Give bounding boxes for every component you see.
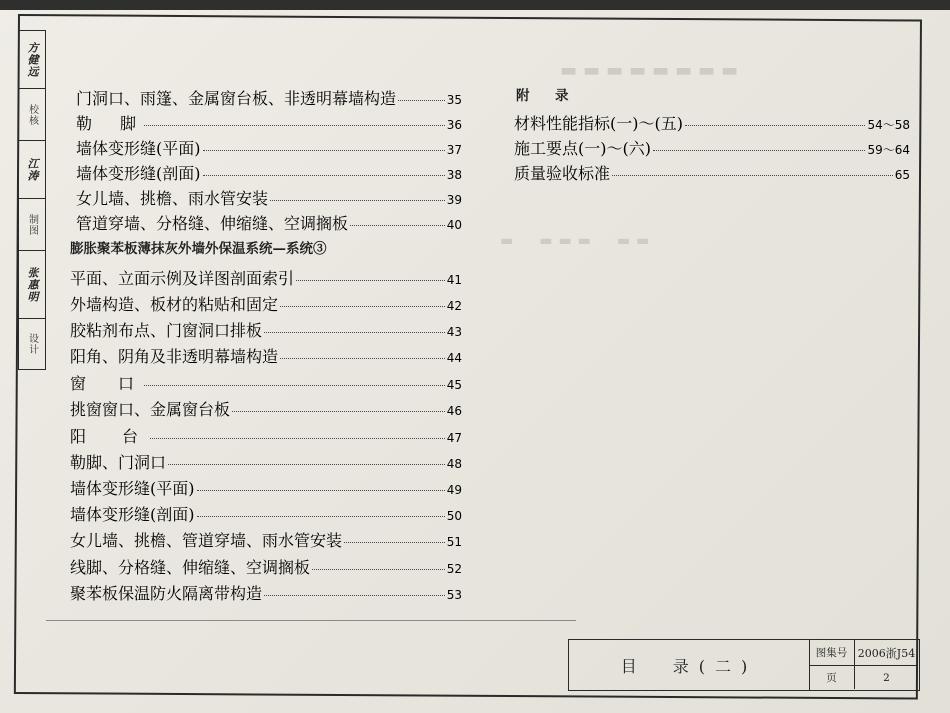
sidebar-cell [19,199,45,251]
page-label: 页 [809,666,855,689]
toc-entry-page: 45 [446,378,462,392]
toc-entry [76,161,462,183]
toc-entry-page: 42 [446,299,462,313]
toc-entry [76,186,462,208]
section-heading: 膨胀聚苯板薄抹灰外墙外保温系统—系统③ [70,241,327,257]
leader-dots [150,428,445,439]
toc-entry-page: 37 [446,143,462,157]
toc-entry-title: 挑窗窗口、金属窗台板 [70,400,231,419]
check-label: 校核 [26,103,38,126]
leader-dots [144,115,445,126]
sheet-title: 目 录(二) [569,640,810,690]
leader-dots [653,140,865,151]
drafting-label: 制图 [26,213,38,236]
toc-entry-page: 52 [446,562,462,576]
toc-entry-title: 管道穿墙、分格缝、伸缩缝、空调搁板 [76,214,349,233]
leader-dots [270,190,445,201]
toc-entry [70,450,462,472]
bleed-through-text: ▬ ▬▬▬ ▬▬ [500,233,656,249]
toc-entry-title: 胶粘剂布点、门窗洞口排板 [70,321,263,340]
leader-dots [344,532,445,543]
toc-entry-page: 59～64 [867,143,910,157]
toc-entry-page: 48 [446,457,462,471]
toc-entry [514,136,910,158]
leader-dots [612,165,893,176]
toc-entry [70,292,462,314]
toc-entry-title: 女儿墙、挑檐、管道穿墙、雨水管安装 [70,531,343,550]
toc-entry-page: 49 [446,483,462,497]
toc-entry-page: 65 [894,168,910,182]
toc-entry-title: 墙体变形缝(平面) [76,139,201,158]
toc-entry-title: 线脚、分格缝、伸缩缝、空调搁板 [70,558,311,577]
toc-entry-title: 门洞口、雨篷、金属窗台板、非透明幕墙构造 [76,89,397,108]
leader-dots [203,140,445,151]
toc-entry-title: 阳 台 [70,427,149,446]
atlas-number-value: 2006浙J54 [855,640,918,666]
leader-dots [350,215,445,226]
toc-entry [70,502,462,524]
photo-edge-shadow [0,0,950,10]
toc-entry-title: 材料性能指标(一)～(五) [514,114,683,133]
toc-entry-title: 墙体变形缝(剖面) [70,505,195,524]
toc-entry [76,136,462,158]
toc-entry-page: 44 [446,351,462,365]
title-block [568,639,920,691]
toc-entry-title: 女儿墙、挑檐、雨水管安装 [76,189,269,208]
toc-entry-title: 外墙构造、板材的粘贴和固定 [70,295,279,314]
leader-dots [232,401,445,412]
leader-dots [398,90,445,101]
toc-entry-page: 51 [446,535,462,549]
sidebar-cell [19,89,45,141]
sidebar-cell [19,319,45,369]
toc-entry-page: 38 [446,168,462,182]
leader-dots [144,375,445,386]
leader-dots [280,348,445,359]
toc-entry-page: 54～58 [867,118,910,132]
toc-entry-page: 35 [446,93,462,107]
leader-dots [197,506,445,517]
toc-entry [70,266,462,288]
toc-entry [514,111,910,133]
leader-dots [280,296,445,307]
toc-entry [514,161,910,183]
checker-signature: 江涛 [26,157,39,182]
toc-entry [70,581,462,603]
toc-entry-page: 39 [446,193,462,207]
toc-entry [70,528,462,550]
leader-dots [685,115,865,126]
sidebar-cell [19,31,45,89]
leader-dots [168,454,445,465]
toc-entry-title: 墙体变形缝(平面) [70,479,195,498]
toc-entry-title: 施工要点(一)～(六) [514,139,651,158]
toc-entry [70,424,462,446]
reviewer-signature: 方健远 [26,41,39,78]
faint-bleed-lines [46,620,576,681]
toc-entry [70,318,462,340]
toc-entry [76,86,462,108]
toc-entry-page: 47 [446,431,462,445]
toc-entry-page: 50 [446,509,462,523]
toc-entry [76,111,462,133]
atlas-number-label: 图集号 [809,640,855,666]
leader-dots [296,270,445,281]
signature-sidebar [18,30,46,370]
bleed-through-text: ▬▬▬▬▬▬▬▬ [560,60,745,81]
appendix-heading: 附 录 [516,88,575,104]
leader-dots [197,480,445,491]
toc-entry-title: 墙体变形缝(剖面) [76,164,201,183]
toc-entry-page: 46 [446,404,462,418]
toc-entry-title: 质量验收标准 [514,164,611,183]
toc-entry-page: 40 [446,218,462,232]
toc-entry [70,371,462,393]
sidebar-cell [19,141,45,199]
toc-entry-page: 41 [446,273,462,287]
toc-entry-title: 平面、立面示例及详图剖面索引 [70,269,295,288]
toc-entry [70,476,462,498]
toc-entry [70,397,462,419]
toc-entry-title: 窗 口 [70,374,143,393]
drafter-signature: 张惠明 [26,266,39,303]
toc-entry-title: 勒 脚 [76,114,143,133]
sidebar-cell [19,251,45,319]
leader-dots [312,559,445,570]
toc-entry-title: 阳角、阴角及非透明幕墙构造 [70,347,279,366]
toc-entry [76,211,462,233]
toc-entry-page: 53 [446,588,462,602]
toc-entry [70,344,462,366]
design-label: 设计 [26,333,38,355]
leader-dots [264,322,445,333]
leader-dots [203,165,445,176]
page-number-value: 2 [883,671,890,684]
toc-entry [70,555,462,577]
toc-entry-title: 聚苯板保温防火隔离带构造 [70,584,263,603]
toc-entry-title: 勒脚、门洞口 [70,453,167,472]
toc-entry-page: 43 [446,325,462,339]
toc-entry-page: 36 [446,118,462,132]
leader-dots [264,585,445,596]
